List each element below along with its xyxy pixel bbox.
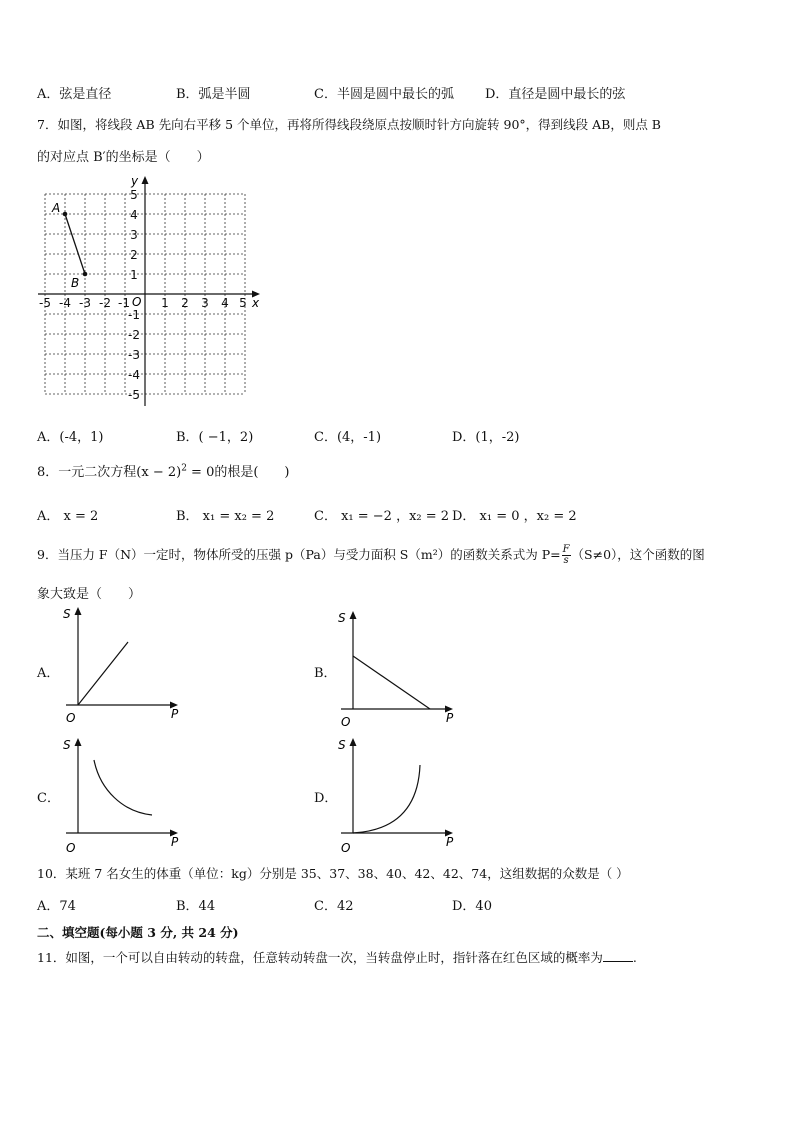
- q7-y-tick: -2: [128, 328, 140, 342]
- q9-graph-c: [58, 735, 188, 855]
- q7-point-a-label: A: [52, 201, 61, 215]
- q7-y-tick: -4: [128, 368, 140, 382]
- svg-text:P: P: [171, 835, 179, 849]
- q7-x-tick: -3: [79, 296, 91, 310]
- q7-y-tick: 2: [130, 248, 138, 262]
- q7-y-tick: 1: [130, 268, 138, 282]
- svg-text:S: S: [338, 611, 346, 625]
- q7-y-tick: 3: [130, 228, 138, 242]
- q10-option-a: A．74: [37, 899, 76, 914]
- q6-option-a: A．弦是直径: [37, 87, 112, 102]
- q7-x-tick: -4: [59, 296, 71, 310]
- svg-text:S: S: [63, 607, 71, 621]
- q7-y-axis-arrow: [142, 176, 149, 184]
- svg-text:S: S: [338, 738, 346, 752]
- q7-x-tick: 2: [181, 296, 189, 310]
- q7-x-tick: 1: [161, 296, 169, 310]
- q9-graph-a-curve: [78, 642, 128, 705]
- q9-graph-d: [333, 735, 463, 855]
- q9-stem-line2: 象大致是（ ）: [37, 587, 142, 602]
- q8-stem-suffix: 的根是( ): [214, 465, 290, 480]
- q7-y-tick: -3: [128, 348, 140, 362]
- svg-text:O: O: [66, 711, 76, 724]
- q8-option-a: A． x = 2: [37, 509, 99, 524]
- q11-answer-blank[interactable]: [603, 951, 633, 962]
- q7-option-c: C．(4，-1): [314, 430, 382, 445]
- q7-stem-line1: 7．如图，将线段 AB 先向右平移 5 个单位，再将所得线段绕原点按顺时针方向旋转 90°，得到线段 AB，则点 B: [37, 117, 661, 132]
- q9-graph-b-curve: [353, 656, 430, 709]
- q9-option-d-label: D．: [314, 791, 338, 806]
- q6-option-d: D．直径是圆中最长的弦: [485, 87, 626, 102]
- q9-fraction-f-over-s: $\frac{F}{s}$: [562, 544, 570, 566]
- q7-y-tick: 5: [130, 188, 138, 202]
- q7-point-b-label: B: [71, 276, 80, 290]
- q9-graph-c-curve: [94, 760, 152, 815]
- q7-y-tick: 4: [130, 208, 138, 222]
- q7-point-a: [63, 212, 68, 217]
- q7-x-tick: -2: [99, 296, 111, 310]
- q7-stem-line2: 的对应点 B′的坐标是（ ）: [37, 150, 210, 165]
- q9-option-b-label: B．: [314, 666, 337, 681]
- q7-y-tick: -5: [128, 388, 140, 402]
- q8-stem-prefix: 8．一元二次方程: [37, 465, 137, 480]
- q10-stem: 10．某班 7 名女生的体重（单位：kg）分别是 35、37、38、40、42、42、74，这组数据的众数是（ ）: [37, 866, 629, 881]
- q9-graph-a: [58, 604, 188, 724]
- q7-origin-label: O: [132, 295, 142, 309]
- q10-option-b: B．44: [176, 899, 216, 914]
- q7-x-tick: 5: [239, 296, 247, 310]
- q8-equation: $(x - 2)^2 = 0$: [136, 463, 215, 480]
- q7-x-tick: 4: [221, 296, 229, 310]
- q10-option-d: D．40: [452, 899, 492, 914]
- section-2-heading: 二、填空题(每小题 3 分, 共 24 分): [37, 925, 239, 940]
- q7-option-b: B．( −1，2): [176, 430, 254, 445]
- q6-option-b: B．弧是半圆: [176, 87, 251, 102]
- q7-option-d: D．(1，-2): [452, 430, 520, 445]
- q7-y-tick: -1: [128, 308, 140, 322]
- q7-y-label: y: [131, 174, 139, 188]
- q8-stem: [37, 461, 290, 480]
- q7-point-b: [83, 272, 88, 277]
- q7-option-a: A．(-4，1): [37, 430, 104, 445]
- q9-graph-b: [333, 608, 463, 728]
- q8-option-c: C． x₁ = −2 ，x₂ = 2: [314, 509, 450, 524]
- svg-text:O: O: [341, 715, 351, 728]
- svg-text:S: S: [63, 738, 71, 752]
- q7-x-tick: -1: [118, 296, 130, 310]
- q8-option-b: B． x₁ = x₂ = 2: [176, 509, 275, 524]
- q6-option-c: C．半圆是圆中最长的弧: [314, 87, 454, 102]
- svg-text:P: P: [446, 835, 454, 849]
- q7-x-label: x: [252, 296, 260, 310]
- q7-segment-ab: [65, 214, 85, 274]
- svg-text:P: P: [446, 711, 454, 725]
- q9-stem-line1: 9．当压力 F（N）一定时，物体所受的压强 p（Pa）与受力面积 S（m²）的函数关系式为 P= $\frac{F}{s}$ （S≠0），这个函数的图: [37, 544, 705, 566]
- q7-x-tick: -5: [39, 296, 51, 310]
- q11-stem: 11．如图，一个可以自由转动的转盘，任意转动转盘一次，当转盘停止时，指针落在红色区域的概率为 .: [37, 950, 637, 965]
- svg-text:P: P: [171, 707, 179, 721]
- q9-option-a-label: A．: [37, 666, 60, 681]
- q7-coordinate-figure: [30, 172, 270, 412]
- q7-x-tick: 3: [201, 296, 209, 310]
- q9-graph-d-curve: [353, 765, 420, 833]
- q10-option-c: C．42: [314, 899, 354, 914]
- q9-option-c-label: C．: [37, 791, 60, 806]
- svg-text:O: O: [66, 841, 76, 855]
- q8-option-d: D． x₁ = 0 ，x₂ = 2: [452, 509, 577, 524]
- svg-text:O: O: [341, 841, 351, 855]
